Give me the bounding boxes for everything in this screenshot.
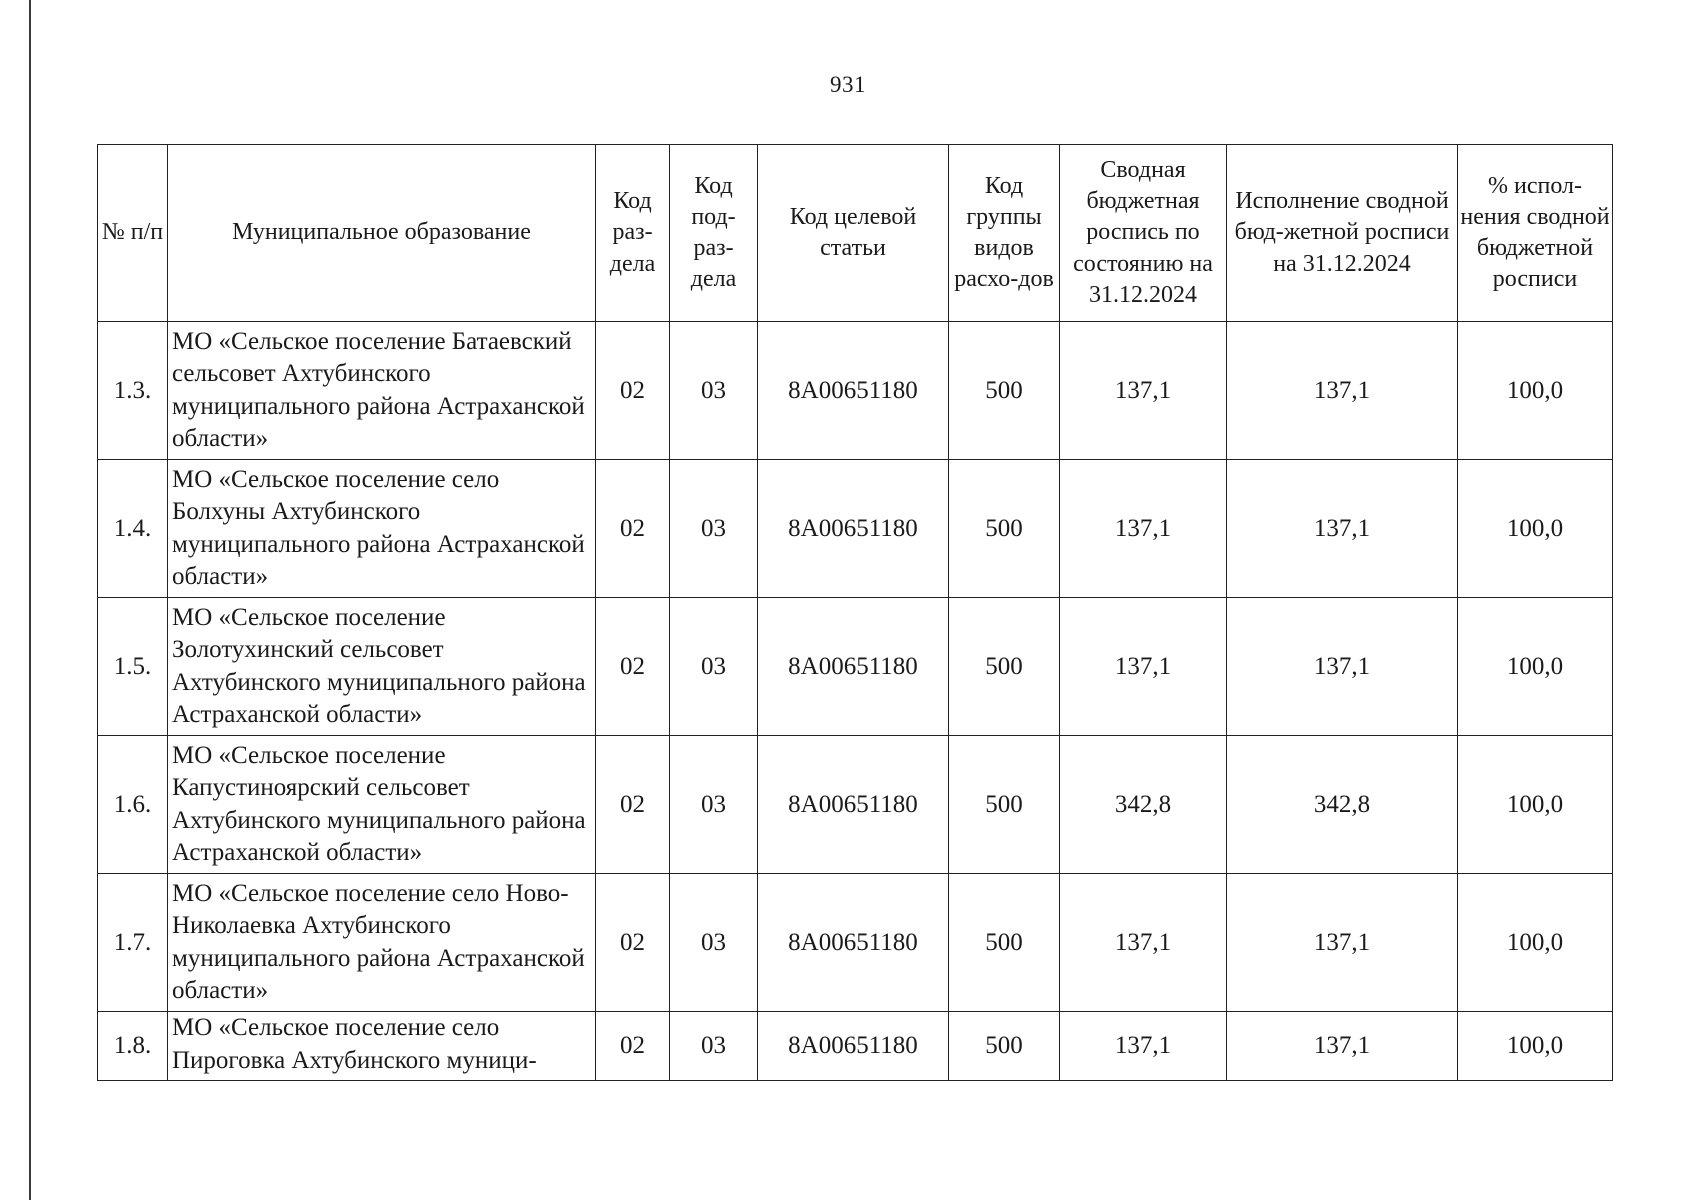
- header-section-code: Код раз-дела: [596, 145, 670, 322]
- cell-execution: 137,1: [1227, 322, 1458, 460]
- cell-execution-percent: 100,0: [1458, 322, 1613, 460]
- cell-expense-group-code: 500: [949, 736, 1060, 874]
- table-row: [98, 460, 1613, 598]
- cell-num: 1.8.: [98, 1012, 168, 1081]
- cell-municipality-text: МО «Сельское поселение село Болхуны Ахтубинского муниципального района Астраханской области»: [172, 465, 585, 590]
- cell-execution-percent: 100,0: [1458, 874, 1613, 1012]
- cell-target-article-code: 8А00651180: [758, 736, 949, 874]
- cell-execution: 137,1: [1227, 874, 1458, 1012]
- cell-target-article-code: 8А00651180: [758, 460, 949, 598]
- cell-section-code: 02: [596, 1012, 670, 1081]
- cell-target-article-code: 8А00651180: [758, 874, 949, 1012]
- cell-subsection-code: 03: [670, 460, 758, 598]
- cell-section-code: 02: [596, 736, 670, 874]
- header-expense-group-code: Код группы видов расхо-дов: [949, 145, 1060, 322]
- cell-execution-percent: 100,0: [1458, 736, 1613, 874]
- header-execution: Исполнение сводной бюд-жетной росписи на 31.12.2024: [1227, 145, 1458, 322]
- cell-subsection-code: 03: [670, 736, 758, 874]
- cell-municipality-text: МО «Сельское поселение Батаевский сельсовет Ахтубинского муниципального района Астраханской области»: [172, 327, 585, 452]
- cell-municipality-text: МО «Сельское поселение Капустиноярский сельсовет Ахтубинского муниципального района Астраханской области»: [172, 741, 586, 866]
- cell-municipality: [168, 322, 596, 460]
- cell-municipality-text: МО «Сельское поселение Золотухинский сельсовет Ахтубинского муниципального района Астраханской области»: [172, 603, 586, 728]
- header-subsection-code: Код под-раз-дела: [670, 145, 758, 322]
- cell-execution: 137,1: [1227, 1012, 1458, 1081]
- cell-consolidated-budget: 342,8: [1060, 736, 1227, 874]
- cell-section-code: 02: [596, 460, 670, 598]
- cell-num: 1.4.: [98, 460, 168, 598]
- table-row: [98, 598, 1613, 736]
- cell-subsection-code: 03: [670, 322, 758, 460]
- cell-municipality: [168, 460, 596, 598]
- cell-execution-percent: 100,0: [1458, 1012, 1613, 1081]
- header-municipality: Муниципальное образование: [168, 145, 596, 322]
- cell-section-code: 02: [596, 598, 670, 736]
- table-row: [98, 1012, 1613, 1081]
- cell-num: 1.3.: [98, 322, 168, 460]
- cell-municipality-text: МО «Сельское поселение село Ново-Николаевка Ахтубинского муниципального района Астраханской области»: [172, 879, 585, 1004]
- table-row: [98, 874, 1613, 1012]
- cell-expense-group-code: 500: [949, 598, 1060, 736]
- cell-execution-percent: 100,0: [1458, 598, 1613, 736]
- cell-execution-percent: 100,0: [1458, 460, 1613, 598]
- cell-execution: 137,1: [1227, 460, 1458, 598]
- cell-execution: 342,8: [1227, 736, 1458, 874]
- cell-execution: 137,1: [1227, 598, 1458, 736]
- cell-subsection-code: 03: [670, 598, 758, 736]
- header-num: № п/п: [98, 145, 168, 322]
- cell-municipality: [168, 874, 596, 1012]
- cell-consolidated-budget: 137,1: [1060, 1012, 1227, 1081]
- table-row: [98, 736, 1613, 874]
- cell-expense-group-code: 500: [949, 874, 1060, 1012]
- cell-section-code: 02: [596, 322, 670, 460]
- budget-execution-table: [97, 144, 1613, 1081]
- cell-expense-group-code: 500: [949, 460, 1060, 598]
- cell-municipality: [168, 598, 596, 736]
- table-body: [98, 322, 1613, 1081]
- table-row: [98, 322, 1613, 460]
- cell-municipality: [168, 1012, 596, 1081]
- header-consolidated-budget: Сводная бюджетная роспись по состоянию на 31.12.2024: [1060, 145, 1227, 322]
- cell-consolidated-budget: 137,1: [1060, 874, 1227, 1012]
- cell-section-code: 02: [596, 874, 670, 1012]
- header-target-article-code: Код целевой статьи: [758, 145, 949, 322]
- cell-num: 1.6.: [98, 736, 168, 874]
- cell-municipality-text: МО «Сельское поселение село Пироговка Ахтубинского муници-: [172, 1014, 537, 1074]
- cell-target-article-code: 8А00651180: [758, 322, 949, 460]
- cell-consolidated-budget: 137,1: [1060, 598, 1227, 736]
- cell-target-article-code: 8А00651180: [758, 598, 949, 736]
- cell-num: 1.5.: [98, 598, 168, 736]
- header-execution-percent: % испол-нения сводной бюджетной росписи: [1458, 145, 1613, 322]
- binding-edge-line: [29, 0, 31, 1200]
- cell-consolidated-budget: 137,1: [1060, 460, 1227, 598]
- cell-num: 1.7.: [98, 874, 168, 1012]
- cell-subsection-code: 03: [670, 874, 758, 1012]
- cell-expense-group-code: 500: [949, 322, 1060, 460]
- page-number: 931: [830, 72, 866, 97]
- cell-subsection-code: 03: [670, 1012, 758, 1081]
- table-header: [98, 145, 1613, 322]
- cell-consolidated-budget: 137,1: [1060, 322, 1227, 460]
- cell-target-article-code: 8А00651180: [758, 1012, 949, 1081]
- cell-expense-group-code: 500: [949, 1012, 1060, 1081]
- cell-municipality: [168, 736, 596, 874]
